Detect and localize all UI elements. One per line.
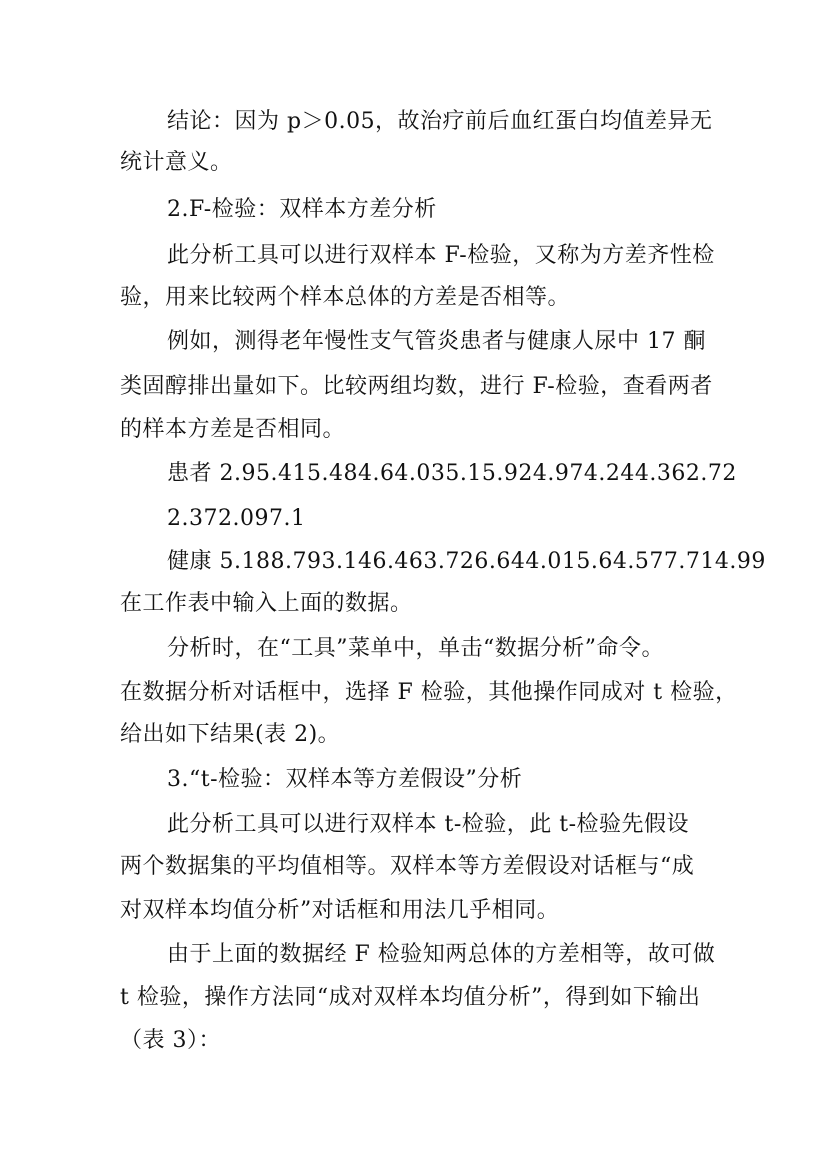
text-line: t 检验，操作方法同“成对双样本均值分析”，得到如下输出	[120, 985, 701, 1010]
text-line: 结论：因为 p＞0.05，故治疗前后血红蛋白均值差异无	[167, 109, 713, 134]
text-line: 此分析工具可以进行双样本 F-检验，又称为方差齐性检	[167, 243, 715, 268]
data-line: 2.372.097.1	[167, 506, 306, 531]
text-line: （表 3）：	[120, 1028, 221, 1053]
text-line: 验，用来比较两个样本总体的方差是否相等。	[120, 285, 571, 310]
text-line: 两个数据集的平均值相等。双样本等方差假设对话框与“成	[120, 854, 695, 879]
text-line: 类固醇排出量如下。比较两组均数，进行 F-检验，查看两者	[120, 374, 713, 399]
text-line: 在数据分析对话框中，选择 F 检验，其他操作同成对 t 检验，	[120, 680, 738, 705]
text-line: 分析时，在“工具”菜单中，单击“数据分析”命令。	[167, 636, 664, 661]
data-line: 健康 5.188.793.146.463.726.644.015.64.577.714.99	[167, 549, 766, 574]
text-line: 例如，测得老年慢性支气管炎患者与健康人尿中 17 酮	[167, 329, 706, 354]
text-line: 对双样本均值分析”对话框和用法几乎相同。	[120, 898, 560, 923]
text-line: 的样本方差是否相同。	[120, 417, 346, 442]
text-line: 由于上面的数据经 F 检验知两总体的方差相等，故可做	[167, 942, 716, 967]
text-line: 此分析工具可以进行双样本 t-检验，此 t-检验先假设	[167, 812, 690, 837]
data-line: 患者 2.95.415.484.64.035.15.924.974.244.362.72	[167, 461, 737, 486]
text-line: 统计意义。	[120, 150, 233, 175]
text-line: 给出如下结果(表 2)。	[120, 722, 341, 747]
section-heading: 3.“t-检验：双样本等方差假设”分析	[167, 767, 523, 792]
text-line: 在工作表中输入上面的数据。	[120, 591, 413, 616]
section-heading: 2.F-检验：双样本方差分析	[167, 197, 437, 222]
